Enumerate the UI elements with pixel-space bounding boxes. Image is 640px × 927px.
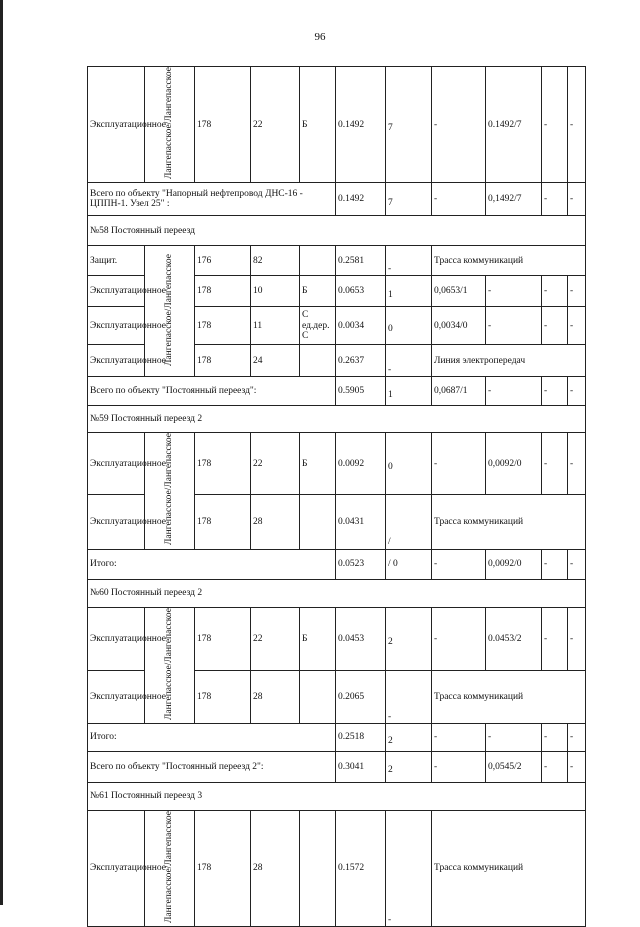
note-cell: Трасса коммуникаций — [432, 495, 586, 549]
dash-cell: - — [432, 549, 486, 579]
table-row — [88, 549, 586, 579]
category-cell: Б — [300, 276, 336, 307]
section-header: №58 Постоянный переезд — [88, 216, 586, 246]
dash-cell: - — [486, 377, 542, 406]
dash-cell: - — [542, 183, 568, 216]
table-row — [88, 67, 586, 183]
dash-cell: - — [432, 607, 486, 670]
count-cell: - — [386, 345, 432, 377]
table-row — [88, 183, 586, 216]
ratio-cell: 0.1492/7 — [486, 67, 542, 183]
dash-cell: - — [432, 67, 486, 183]
purpose-cell: Эксплуатационное — [88, 276, 145, 307]
quarter-cell: 178 — [195, 433, 251, 495]
count-cell: 1 — [386, 377, 432, 406]
category-cell: Б — [300, 607, 336, 670]
quarter-cell: 176 — [195, 246, 251, 276]
area-cell: 0.0431 — [336, 495, 386, 549]
dash-cell: - — [568, 276, 586, 307]
category-cell — [300, 246, 336, 276]
dash-cell: - — [568, 433, 586, 495]
area-cell: 0.0453 — [336, 607, 386, 670]
note-cell: Трасса коммуникаций — [432, 810, 586, 926]
count-cell: 0 — [386, 433, 432, 495]
dash-cell: - — [542, 276, 568, 307]
count-cell: 2 — [386, 751, 432, 782]
count-cell: 1 — [386, 276, 432, 307]
dash-cell: - — [432, 433, 486, 495]
quarter-cell: 178 — [195, 345, 251, 377]
quarter-cell: 178 — [195, 67, 251, 183]
dash-cell: - — [542, 723, 568, 751]
region-cell: Лангепасское/Лангепасское — [145, 67, 195, 183]
purpose-cell: Эксплуатационное — [88, 495, 145, 549]
total-label: Итого: — [88, 723, 336, 751]
note-cell: Трасса коммуникаций — [432, 246, 586, 276]
vydel-cell: 11 — [251, 307, 300, 345]
quarter-cell: 178 — [195, 810, 251, 926]
region-cell: Лангепасское/Лангепасское — [145, 433, 195, 549]
count-cell: - — [386, 246, 432, 276]
vydel-cell: 28 — [251, 495, 300, 549]
count-cell: / — [386, 495, 432, 549]
purpose-cell: Защит. — [88, 246, 145, 276]
area-cell: 0.2518 — [336, 723, 386, 751]
table-row — [88, 782, 586, 810]
dash-cell: - — [568, 723, 586, 751]
dash-cell: - — [542, 377, 568, 406]
area-cell: 0.0092 — [336, 433, 386, 495]
ratio-cell: 0.0453/2 — [486, 607, 542, 670]
dash-cell: - — [568, 751, 586, 782]
dash-cell: - — [542, 67, 568, 183]
quarter-cell: 178 — [195, 495, 251, 549]
area-cell: 0.5905 — [336, 377, 386, 406]
table-row — [88, 751, 586, 782]
purpose-cell: Эксплуатационное — [88, 607, 145, 670]
dash-cell: - — [568, 549, 586, 579]
area-cell: 0.0034 — [336, 307, 386, 345]
total-label: Всего по объекту "Напорный нефтепровод ДНС-16 - ЦППН-1. Узел 25" : — [88, 183, 336, 216]
category-cell — [300, 495, 336, 549]
region-cell: Лангепасское/Лангепасское — [145, 246, 195, 377]
ratio-cell: 0,0092/0 — [486, 549, 542, 579]
dash-cell: - — [542, 751, 568, 782]
dash-cell: - — [568, 183, 586, 216]
quarter-cell: 178 — [195, 607, 251, 670]
table-row — [88, 579, 586, 607]
vydel-cell: 24 — [251, 345, 300, 377]
dash-cell: - — [542, 433, 568, 495]
table-row — [88, 810, 586, 926]
dash-cell: - — [568, 67, 586, 183]
dash-cell: - — [568, 607, 586, 670]
ratio-cell: 0,1492/7 — [486, 183, 542, 216]
ratio-cell: 0,0092/0 — [486, 433, 542, 495]
area-cell: 0.2637 — [336, 345, 386, 377]
count-cell: / 0 — [386, 549, 432, 579]
category-cell — [300, 345, 336, 377]
area-cell: 0.2581 — [336, 246, 386, 276]
vydel-cell: 28 — [251, 670, 300, 723]
total-label: Итого: — [88, 549, 336, 579]
dash-cell: - — [486, 276, 542, 307]
dash-cell: - — [568, 307, 586, 345]
vydel-cell: 10 — [251, 276, 300, 307]
section-header: №59 Постоянный переезд 2 — [88, 406, 586, 433]
note-cell: Линия электропередач — [432, 345, 586, 377]
count-cell: - — [386, 670, 432, 723]
section-header: №60 Постоянный переезд 2 — [88, 579, 586, 607]
vydel-cell: 28 — [251, 810, 300, 926]
vydel-cell: 22 — [251, 433, 300, 495]
dash-cell: - — [432, 723, 486, 751]
count-cell: 2 — [386, 723, 432, 751]
page-number: 96 — [314, 31, 326, 43]
quarter-cell: 178 — [195, 276, 251, 307]
table-row — [88, 723, 586, 751]
area-cell: 0.1492 — [336, 67, 386, 183]
purpose-cell: Эксплуатационное — [88, 433, 145, 495]
quarter-cell: 178 — [195, 307, 251, 345]
category-cell: Б — [300, 433, 336, 495]
table-row — [88, 406, 586, 433]
forest-plot-table — [87, 66, 586, 927]
ratio-cell: 0,0687/1 — [432, 377, 486, 406]
table-row — [88, 246, 586, 276]
count-cell: 7 — [386, 183, 432, 216]
category-cell: С ед.дер. С — [300, 307, 336, 345]
dash-cell: - — [486, 307, 542, 345]
vydel-cell: 22 — [251, 607, 300, 670]
count-cell: 2 — [386, 607, 432, 670]
count-cell: 7 — [386, 67, 432, 183]
table-row — [88, 216, 586, 246]
dash-cell: - — [432, 183, 486, 216]
ratio-cell: - — [486, 723, 542, 751]
purpose-cell: Эксплуатационное — [88, 345, 145, 377]
dash-cell: - — [542, 549, 568, 579]
area-cell: 0.2065 — [336, 670, 386, 723]
purpose-cell: Эксплуатационное — [88, 67, 145, 183]
dash-cell: - — [568, 377, 586, 406]
vydel-cell: 22 — [251, 67, 300, 183]
table-row — [88, 377, 586, 406]
dash-cell: - — [432, 751, 486, 782]
dash-cell: - — [542, 607, 568, 670]
category-cell: Б — [300, 67, 336, 183]
area-cell: 0.1572 — [336, 810, 386, 926]
ratio-cell: 0,0545/2 — [486, 751, 542, 782]
section-header: №61 Постоянный переезд 3 — [88, 782, 586, 810]
quarter-cell: 178 — [195, 670, 251, 723]
dash-cell: - — [542, 307, 568, 345]
total-label: Всего по объекту "Постоянный переезд 2": — [88, 751, 336, 782]
count-cell: 0 — [386, 307, 432, 345]
purpose-cell: Эксплуатационное — [88, 307, 145, 345]
area-cell: 0.3041 — [336, 751, 386, 782]
total-label: Всего по объекту "Постоянный переезд": — [88, 377, 336, 406]
area-cell: 0.0523 — [336, 549, 386, 579]
table-row — [88, 433, 586, 495]
area-cell: 0.1492 — [336, 183, 386, 216]
count-cell: - — [386, 810, 432, 926]
scan-edge — [0, 0, 3, 905]
table-row — [88, 607, 586, 670]
category-cell — [300, 810, 336, 926]
vydel-cell: 82 — [251, 246, 300, 276]
ratio-cell: 0,0034/0 — [432, 307, 486, 345]
ratio-cell: 0,0653/1 — [432, 276, 486, 307]
purpose-cell: Эксплуатационное — [88, 810, 145, 926]
note-cell: Трасса коммуникаций — [432, 670, 586, 723]
area-cell: 0.0653 — [336, 276, 386, 307]
purpose-cell: Эксплуатационное — [88, 670, 145, 723]
category-cell — [300, 670, 336, 723]
region-cell: Лангепасское/Лангепасское — [145, 810, 195, 926]
region-cell: Лангепасское/Лангепасское — [145, 607, 195, 723]
